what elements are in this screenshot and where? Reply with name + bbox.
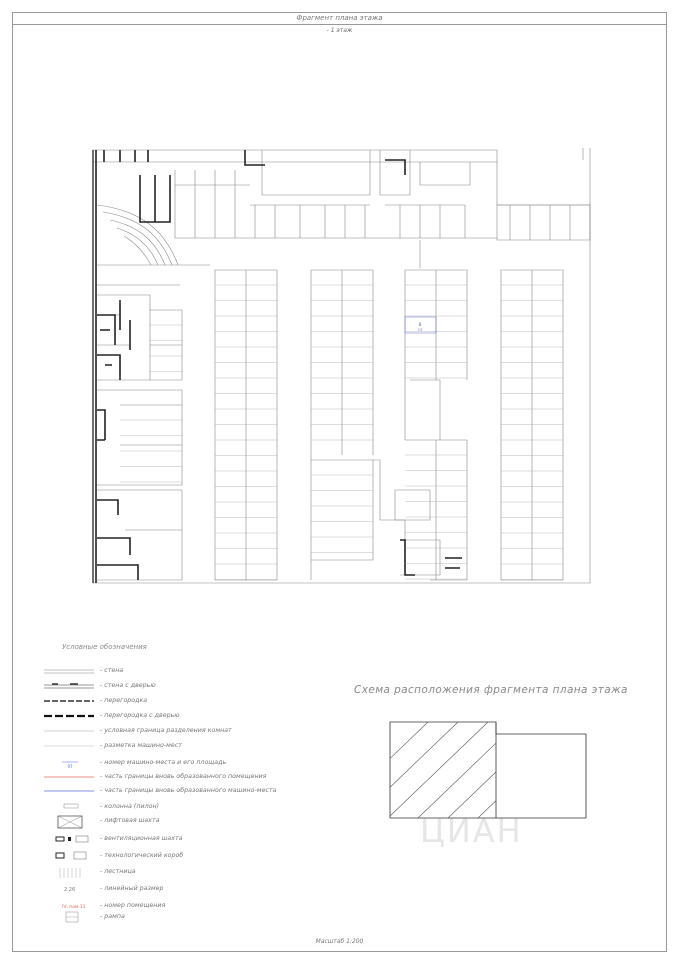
scale-label: Масштаб 1:200 bbox=[315, 938, 364, 945]
floor-label: - 1 этаж bbox=[326, 27, 353, 34]
legend-item-elevator: - лифтовая шахта bbox=[44, 815, 344, 829]
new-parking-boundary-symbol-icon bbox=[44, 785, 100, 799]
building-outline bbox=[390, 722, 586, 818]
room-boundary-symbol-icon bbox=[44, 725, 100, 739]
legend-item-partition: - перегородка bbox=[44, 695, 344, 709]
watermark-logo: ЦИАН bbox=[420, 812, 523, 850]
legend-item-parking-number: 97 - номер машино-места и его площадь bbox=[44, 757, 344, 771]
sheet-title: Фрагмент плана этажа bbox=[12, 12, 667, 25]
legend-item-tech-duct: - технологический короб bbox=[44, 850, 344, 864]
wall-with-door-symbol-icon bbox=[44, 680, 100, 694]
legend-item-room-number: IV, пом.11 - номер помещения bbox=[44, 900, 344, 914]
parking-place-area: 13 bbox=[417, 328, 423, 332]
legend-item-wall-door: - стена с дверью bbox=[44, 680, 344, 694]
new-room-boundary-symbol-icon bbox=[44, 771, 100, 785]
parking-marking-symbol-icon bbox=[44, 740, 100, 754]
fragment-hatch bbox=[388, 722, 578, 818]
legend-item-room-boundary: - условная граница разделения комнат bbox=[44, 725, 344, 739]
legend-item-parking-marking: - разметка машино-мест bbox=[44, 740, 344, 754]
legend-item-wall: - стена bbox=[44, 665, 344, 679]
legend-item-partition-door: - перегородка с дверью bbox=[44, 710, 344, 724]
parking-number-symbol-icon bbox=[44, 757, 100, 771]
stairs-symbol-icon bbox=[44, 866, 100, 880]
wall-symbol-icon bbox=[44, 665, 100, 679]
legend-item-stairs: - лестница bbox=[44, 866, 344, 880]
legend-item-dimension: 2.26 - линейный размер bbox=[44, 883, 344, 897]
legend-item-ventilation: - вентиляционная шахта bbox=[44, 833, 344, 847]
legend-title: Условные обозначения bbox=[62, 643, 147, 651]
legend-item-new-parking-boundary: - часть границы вновь образованного машино-места bbox=[44, 785, 344, 799]
svg-text:IV, пом.11: IV, пом.11 bbox=[62, 905, 86, 910]
frame-symbol-icon bbox=[44, 911, 100, 925]
ventilation-shaft-symbol-icon bbox=[44, 833, 100, 847]
tech-duct-symbol-icon bbox=[44, 850, 100, 864]
partition-with-door-symbol-icon bbox=[44, 710, 100, 724]
svg-text:2.26: 2.26 bbox=[64, 887, 76, 893]
dimension-symbol-icon bbox=[44, 883, 100, 897]
scheme-title: Схема расположения фрагмента плана этажа bbox=[354, 684, 628, 696]
column-symbol-icon bbox=[44, 801, 100, 815]
elevator-shaft-symbol-icon bbox=[44, 815, 100, 829]
partition-symbol-icon bbox=[44, 695, 100, 709]
legend-item-column: - колонна (пилон) bbox=[44, 801, 344, 815]
svg-text:97: 97 bbox=[67, 764, 73, 769]
location-scheme bbox=[388, 720, 588, 820]
parking-place-number: 8 bbox=[418, 323, 422, 328]
legend-item-ramp: - рампа bbox=[44, 911, 344, 925]
legend-item-new-room-boundary: - часть границы вновь образованного помещения bbox=[44, 771, 344, 785]
